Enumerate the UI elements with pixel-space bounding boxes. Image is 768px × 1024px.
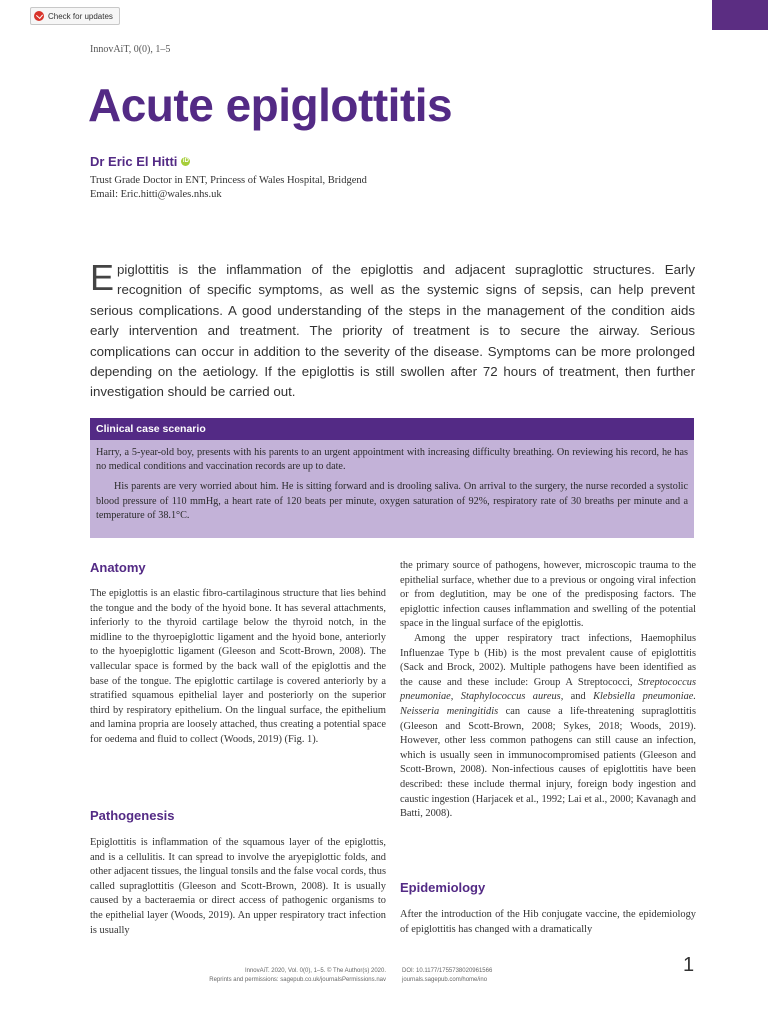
pathogens-text-c: and	[563, 691, 594, 703]
pathogenesis-body	[90, 836, 386, 938]
footer-journal-link[interactable]: journals.sagepub.com/home/ino	[402, 977, 488, 983]
epidemiology-body	[400, 908, 696, 937]
footer-permissions-link[interactable]: Reprints and permissions: sagepub.co.uk/journalsPermissions.nav	[209, 977, 386, 983]
clinical-case-paragraph-1: Harry, a 5-year-old boy, presents with his parents to an urgent appointment with increasing difficulty breathing. On reviewing his record, he has no medical conditions and vaccination records are up to date.	[96, 447, 688, 473]
abstract-dropcap: E	[90, 257, 115, 298]
author-name: Dr Eric El Hitti	[90, 154, 178, 169]
clinical-case-paragraph-2: His parents are very worried about him. He is sitting forward and is drooling saliva. On arrival to the surgery, the nurse recorded a systolic blood pressure of 110 mmHg, a heart rate of 120 beats per minute, oxygen saturation of 92%, respiratory rate of 30 breaths per minute and a temperature of 38.1°C.	[96, 481, 688, 521]
right-column-body	[400, 559, 696, 822]
author-affiliation-block	[90, 174, 367, 202]
footer-doi-link[interactable]: DOI: 10.1177/1755738020961566	[402, 968, 493, 974]
check-updates-icon	[34, 11, 44, 21]
abstract	[90, 257, 695, 403]
journal-citation: InnovAiT, 0(0), 1–5	[90, 44, 171, 55]
anatomy-paragraph: The epiglottis is an elastic fibro-cartilaginous structure that lies behind the tongue and the body of the hyoid bone. It has several attachments, inferiorly to the thyroid cartilage below the thyroid notch, in the midline to the thyroepiglottic ligament and the hyoid bone, anteriorly to the hyoepiglottic ligament (Gleeson and Scott-Brown, 2008). The vallecular space is formed by the back wall of the epiglottis and the base of the tongue. The epiglottic cartilage is covered anteriorly by a stratified squamous epithelial layer and posteriorly on the superior third by respiratory epithelium. On the lingual surface, the epithelium and lamina propria are loosely attached, thus creating a potential space for oedema and fluid to collect (Woods, 2019) (Fig. 1).	[90, 588, 386, 745]
epidemiology-heading: Epidemiology	[400, 880, 486, 895]
pathogens-paragraph-2	[400, 632, 696, 822]
check-for-updates-button[interactable]	[30, 7, 120, 25]
pathogens-species-a: Streptococcus pneumoniae, Staphylococcus aureus,	[400, 676, 696, 703]
author-name-line	[90, 154, 190, 169]
pathogens-text-e: can cause a life-threatening supraglottitis (Gleeson and Scott-Brown, 2008; Sykes, 2018; Woods, 2019). However, other less common pathogens can still cause an infection, which is usually seen in immunocompromised patients (Gleeson and Scott-Brown, 2008). Non-infectious causes of epiglottitis have been described: these include thermal injury, foreign body ingestion and caustic ingestion (Harjacek et al., 1992; Lai et al., 2000; Kavanagh and Batti, 2008).	[400, 705, 696, 820]
author-email: Email: Eric.hitti@wales.nhs.uk	[90, 189, 222, 200]
abstract-text: piglottitis is the inflammation of the epiglottis and adjacent supraglottic structures. Early recognition of specific symptoms, as well as the systemic signs of sepsis, can help prevent serious complications. A good understanding of the steps in the management of the condition aids early intervention and treatment. The priority of treatment is to secure the airway. Serious complications can occur in addition to the severity of the disease. Symptoms can be more prolonged depending on the aetiology. If the epiglottis is still swollen after 72 hours of treatment, then further investigation should be carried out.	[90, 262, 695, 400]
clinical-case-box	[90, 418, 694, 538]
footer-copyright	[200, 967, 386, 985]
pathogens-species-b: Klebsiella pneumoniae. Neisseria meningitidis	[400, 691, 696, 717]
pathogenesis-heading: Pathogenesis	[90, 808, 175, 823]
article-title: Acute epiglottitis	[88, 79, 453, 131]
orcid-icon[interactable]: iD	[182, 158, 189, 164]
footer-doi	[402, 967, 492, 985]
pathogens-paragraph-1: the primary source of pathogens, however, microscopic trauma to the epithelial surface, whether due to a previous or ongoing viral infection or from deglutition, may be one of the predisposing factors. The epiglottic infection causes inflammation and swelling of the potential space in the lingual surface of the epiglottis.	[400, 560, 696, 630]
anatomy-heading: Anatomy	[90, 560, 146, 575]
check-updates-label: Check for updates	[48, 11, 113, 21]
pathogenesis-paragraph: Epiglottitis is inflammation of the squamous layer of the epiglottis, and is a cellulitis. It can spread to involve the aryepiglottic folds, and other adjacent tissues, the lingual tonsils and the false vocal cords, thus called supraglottitis (Gleeson and Scott-Brown, 2008). It is usually caused by a bacteraemia or direct access of pathogenic organisms to the epithelial layer (Woods, 2019). An upper respiratory tract infection is usually	[90, 837, 386, 936]
anatomy-body	[90, 587, 386, 748]
pathogens-text-a: Among the upper respiratory tract infections, Haemophilus Influenzae Type b (Hib) is the most prevalent cause of epiglottitis (Sack and Brock, 2002). Multiple pathogens have been identified as the cause and these include: Group A Streptococci,	[400, 632, 696, 688]
page-number: 1	[683, 954, 695, 976]
clinical-case-header: Clinical case scenario	[90, 418, 694, 440]
epidemiology-paragraph: After the introduction of the Hib conjugate vaccine, the epidemiology of epiglottitis has changed with a dramatically	[400, 909, 696, 935]
corner-tab	[712, 0, 768, 30]
footer-citation: InnovAiT. 2020, Vol. 0(0), 1–5. © The Author(s) 2020.	[244, 968, 386, 974]
clinical-case-body	[90, 440, 694, 523]
author-affiliation: Trust Grade Doctor in ENT, Princess of Wales Hospital, Bridgend	[90, 175, 367, 186]
